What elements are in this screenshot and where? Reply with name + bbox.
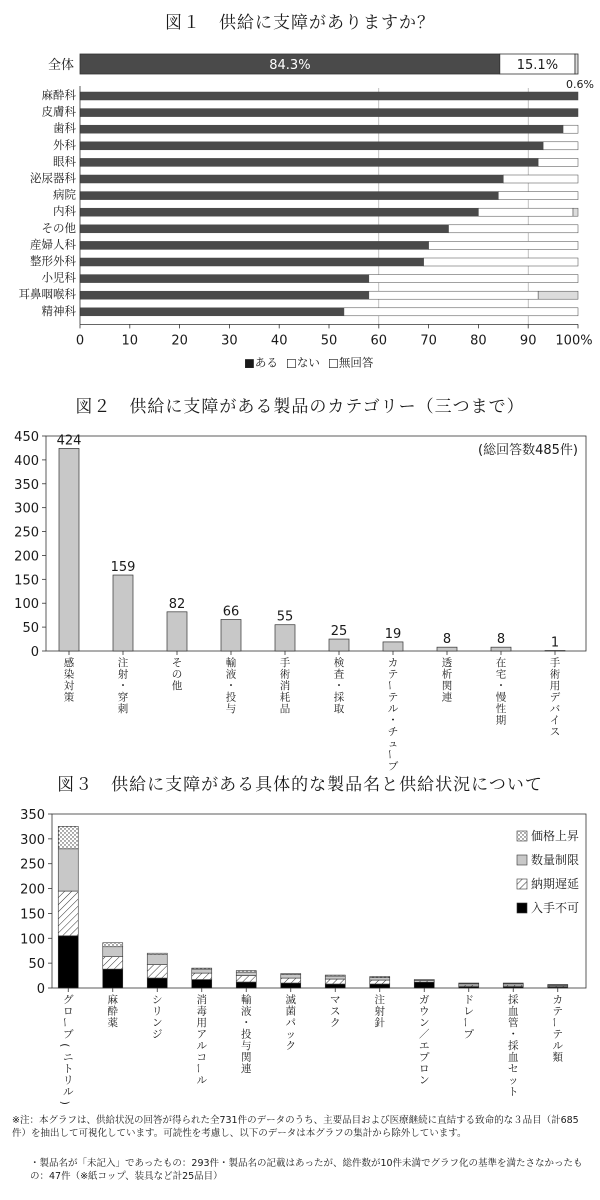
svg-text:ー: ー (383, 749, 396, 760)
category-label: 精神科 (41, 303, 76, 318)
bar (329, 639, 349, 651)
svg-text:シ: シ (152, 993, 163, 1006)
svg-text:用: 用 (196, 1016, 207, 1029)
bar-segment-価格上昇 (236, 971, 256, 972)
svg-text:血: 血 (508, 1051, 519, 1064)
y-tick-label: 200 (14, 549, 39, 565)
svg-text:麻: 麻 (107, 993, 118, 1006)
bar-segment-数量制限 (325, 976, 345, 979)
bar-segment-ある (80, 291, 369, 299)
category-label (375, 994, 386, 1029)
bar-segment-納期遅延 (325, 979, 345, 984)
svg-text:在: 在 (495, 656, 507, 669)
y-tick-label: 300 (20, 832, 45, 848)
svg-text:手: 手 (549, 656, 561, 669)
svg-text:カ: カ (552, 993, 563, 1006)
svg-text:透: 透 (441, 656, 453, 669)
bar-segment-ない (538, 158, 578, 166)
y-tick-label: 400 (14, 453, 39, 469)
bar-segment-数量制限 (414, 980, 434, 981)
svg-text:・: ・ (495, 679, 507, 692)
svg-text:輸: 輸 (241, 993, 252, 1006)
bar-value-label: 25 (330, 624, 348, 640)
category-label: 麻酔科 (41, 88, 76, 102)
category-label (172, 657, 183, 692)
svg-text:コ: コ (196, 1051, 207, 1064)
category-label (383, 657, 398, 773)
svg-text:ー: ー (192, 1063, 205, 1074)
bar-segment-ない (424, 258, 578, 266)
svg-text:・: ・ (387, 714, 399, 727)
total-responses-note: (総回答数485件) (478, 443, 578, 458)
bar-segment-ない (478, 208, 573, 216)
category-label (442, 657, 453, 704)
x-tick-label: 0 (75, 333, 85, 349)
bar (491, 647, 511, 651)
svg-text:連: 連 (241, 1062, 252, 1075)
svg-text:関: 関 (441, 679, 453, 692)
bar-segment-入手不可 (325, 984, 345, 988)
svg-text:・: ・ (508, 1028, 519, 1041)
figure3-title: 図３ 供給に支障がある具体的な製品名と供給状況について (57, 775, 543, 795)
bar-segment-数量制限 (281, 975, 301, 978)
svg-text:テ: テ (552, 1005, 563, 1018)
svg-text:策: 策 (63, 691, 75, 704)
total-value-no: 15.1% (516, 58, 559, 73)
svg-text:レ: レ (463, 1005, 474, 1018)
svg-text:滅: 滅 (285, 993, 296, 1006)
svg-text:感: 感 (63, 656, 75, 669)
bar-segment-ない (369, 291, 538, 299)
svg-text:消: 消 (279, 679, 291, 692)
svg-text:グ: グ (63, 993, 74, 1006)
svg-text:そ: そ (171, 656, 183, 669)
svg-text:セ: セ (508, 1062, 519, 1075)
y-tick-label: 350 (20, 808, 45, 823)
bar-segment-納期遅延 (192, 973, 212, 979)
category-label (280, 657, 291, 715)
bar-segment-納期遅延 (236, 976, 256, 982)
plot-frame (52, 814, 586, 988)
svg-text:採: 採 (508, 993, 519, 1006)
figure2-title: 図２ 供給に支障がある製品のカテゴリー（三つまで） (75, 397, 525, 417)
bar-segment-数量制限 (236, 972, 256, 975)
legend-label: 入手不可 (531, 901, 580, 915)
svg-text:ー: ー (459, 1017, 472, 1028)
svg-text:リ: リ (152, 1005, 163, 1018)
svg-text:投: 投 (225, 691, 237, 704)
svg-text:(: ( (58, 1043, 71, 1048)
total-value-noanswer: 0.6% (566, 78, 594, 91)
svg-text:ル: ル (387, 702, 399, 715)
svg-text:採: 採 (508, 1039, 519, 1052)
bar-segment-納期遅延 (103, 957, 123, 969)
x-tick-label: 70 (420, 333, 437, 349)
svg-text:ン: ン (419, 1016, 430, 1029)
bar-segment-数量制限 (370, 978, 390, 980)
svg-text:ル: ル (552, 1039, 563, 1052)
svg-text:投: 投 (241, 1028, 252, 1041)
y-tick-label: 150 (20, 907, 45, 923)
bar-segment-ある (80, 142, 543, 150)
svg-text:毒: 毒 (196, 1005, 207, 1018)
category-label (459, 994, 474, 1041)
bar-value-label: 19 (384, 626, 402, 642)
svg-text:ド: ド (463, 993, 474, 1006)
category-label: 整形外科 (30, 254, 76, 268)
category-label: 泌尿器科 (30, 171, 76, 185)
x-tick-label: 60 (370, 333, 388, 349)
x-tick-label: 90 (519, 333, 537, 349)
svg-text:ロ: ロ (419, 1062, 430, 1075)
x-tick-label: 10 (121, 333, 139, 349)
figure2-chart (0, 420, 600, 773)
category-label (226, 656, 237, 715)
svg-text:針: 針 (374, 1016, 385, 1029)
svg-text:ッ: ッ (508, 1074, 519, 1087)
bar-segment-価格上昇 (147, 953, 167, 954)
bar-segment-入手不可 (370, 984, 390, 988)
footnote-main: ※注：本グラフは、供給状況の回答が得られた全731件のデータのうち、主要品目および医療継続に直結する致命的な３品目（計685件）を抽出して可視化しています。可読性を考慮し、以下のデータは本グラフの集計から除外しています。 (12, 1115, 579, 1139)
category-label (152, 994, 163, 1041)
bar-segment-ある (80, 275, 369, 283)
category-label (241, 993, 252, 1075)
y-tick-label: 150 (14, 573, 39, 589)
category-label: 耳鼻咽喉科 (18, 287, 76, 302)
bar-value-label: 82 (168, 596, 186, 612)
category-label (508, 993, 519, 1098)
category-label: 小児科 (41, 270, 76, 285)
svg-text:取: 取 (333, 702, 345, 715)
svg-text:の: の (171, 668, 183, 681)
bar-segment-ある (80, 109, 578, 117)
svg-text:射: 射 (117, 668, 129, 681)
svg-text:ン: ン (419, 1074, 430, 1087)
bar-segment-数量制限 (192, 969, 212, 973)
bar-segment-ある (80, 175, 503, 183)
bar-value-label: 1 (550, 635, 560, 651)
svg-text:パ: パ (285, 1016, 296, 1029)
svg-text:与: 与 (241, 1039, 252, 1052)
y-tick-label: 50 (28, 957, 45, 973)
legend-swatch (517, 831, 527, 841)
svg-text:他: 他 (171, 679, 183, 692)
bar-segment-数量制限 (58, 849, 78, 891)
svg-text:ー: ー (58, 1017, 71, 1028)
svg-text:検: 検 (333, 656, 345, 669)
category-label (108, 994, 119, 1029)
bar-segment-ない (503, 175, 578, 183)
bar (437, 647, 457, 651)
category-label (334, 656, 345, 715)
category-label: 外科 (53, 137, 76, 152)
legend (244, 355, 374, 369)
category-label: その他 (41, 220, 76, 235)
category-label (419, 994, 430, 1087)
svg-text:ガ: ガ (419, 993, 430, 1006)
total-label: 全体 (47, 58, 74, 73)
category-label (59, 994, 74, 1105)
svg-text:薬: 薬 (107, 1016, 118, 1029)
svg-text:ュ: ュ (387, 737, 399, 750)
bar-segment-価格上昇 (192, 968, 212, 969)
bar-segment-ない (498, 192, 578, 200)
bar-segment-納期遅延 (58, 891, 78, 936)
bar-value-label: 424 (56, 433, 82, 449)
svg-text:ク: ク (285, 1039, 296, 1052)
svg-text:耗: 耗 (279, 691, 291, 704)
category-label (192, 993, 207, 1087)
svg-text:テ: テ (387, 668, 399, 681)
svg-text:・: ・ (333, 679, 345, 692)
svg-text:ウ: ウ (419, 1005, 430, 1018)
y-tick-label: 100 (14, 597, 39, 613)
bar-segment-価格上昇 (103, 943, 123, 947)
bar-segment-入手不可 (192, 980, 212, 988)
svg-text:染: 染 (63, 668, 75, 681)
category-label: 内科 (53, 204, 76, 219)
y-tick-label: 100 (20, 932, 45, 948)
legend-swatch (517, 855, 527, 865)
y-tick-label: 250 (14, 525, 39, 541)
svg-text:ー: ー (548, 1017, 561, 1028)
svg-text:): ) (58, 1100, 71, 1105)
svg-text:宅: 宅 (495, 668, 507, 681)
svg-text:ジ: ジ (152, 1028, 163, 1041)
bar-segment-ある (80, 308, 344, 316)
svg-text:ル: ル (196, 1039, 207, 1052)
svg-text:チ: チ (387, 725, 399, 738)
bar-segment-価格上昇 (370, 977, 390, 978)
svg-text:ト: ト (508, 1085, 519, 1098)
bar-segment-ない (369, 275, 578, 283)
svg-text:関: 関 (241, 1051, 252, 1064)
svg-text:・: ・ (241, 1016, 252, 1029)
category-label: 皮膚科 (41, 104, 76, 119)
svg-text:ニ: ニ (63, 1051, 74, 1064)
figure3-chart (0, 800, 600, 1110)
category-label: 病院 (53, 187, 76, 202)
svg-text:ブ: ブ (63, 1028, 74, 1041)
bar (59, 448, 79, 651)
svg-text:刺: 刺 (117, 702, 129, 715)
bar-segment-ある (80, 92, 578, 100)
svg-text:菌: 菌 (285, 1005, 296, 1018)
legend (517, 828, 579, 915)
bar-value-label: 55 (276, 609, 294, 625)
svg-text:穿: 穿 (117, 691, 129, 704)
y-tick-label: 200 (20, 882, 45, 898)
bar-segment-ない (449, 225, 578, 233)
svg-text:エ: エ (419, 1039, 430, 1052)
svg-text:術: 術 (549, 668, 561, 681)
legend-item: □ない (286, 355, 320, 370)
bar-segment-価格上昇 (58, 826, 78, 848)
svg-text:慢: 慢 (495, 691, 507, 704)
bar-segment-ある (80, 158, 538, 166)
bar-value-label: 66 (222, 604, 240, 620)
x-tick-label: 20 (171, 333, 188, 349)
x-tick-label: 40 (270, 333, 288, 349)
svg-text:／: ／ (419, 1028, 430, 1041)
svg-text:ル: ル (63, 1085, 74, 1098)
svg-text:性: 性 (495, 702, 507, 715)
category-label (64, 656, 75, 704)
footnote-exclusions: ・製品名が「未記入」であったもの：293件・製品名の記載はあったが、総件数が10件未満でグラフ化の基準を満たさなかったもの：47件（※紙コップ、装具など計25品目） (30, 1158, 583, 1182)
svg-text:析: 析 (441, 668, 453, 681)
total-value-yes: 84.3% (269, 58, 311, 73)
category-label (496, 656, 507, 727)
svg-text:テ: テ (387, 691, 399, 704)
total-segment-2 (575, 54, 578, 74)
bar-segment-ある (80, 208, 478, 216)
svg-text:ロ: ロ (63, 1005, 74, 1018)
bar-segment-無回答 (573, 208, 578, 216)
svg-text:液: 液 (225, 668, 237, 681)
svg-text:・: ・ (225, 679, 237, 692)
x-tick-label: 80 (470, 333, 487, 349)
svg-text:酔: 酔 (107, 1005, 118, 1018)
bar-segment-入手不可 (414, 982, 434, 988)
legend-label: 納期遅延 (531, 877, 580, 891)
svg-text:射: 射 (374, 1005, 385, 1018)
bar-segment-入手不可 (147, 978, 167, 988)
bar-segment-ない (344, 308, 578, 316)
bar-segment-数量制限 (147, 955, 167, 965)
svg-text:注: 注 (374, 993, 385, 1006)
x-tick-label: 100% (555, 333, 593, 349)
svg-text:バ: バ (549, 702, 561, 715)
figure1-chart (0, 40, 600, 370)
svg-text:術: 術 (279, 668, 291, 681)
bar-segment-数量制限 (103, 947, 123, 957)
svg-text:リ: リ (63, 1074, 74, 1087)
bar-segment-価格上昇 (281, 974, 301, 975)
legend-item: ■ある (244, 355, 278, 370)
bar-segment-無回答 (538, 291, 578, 299)
svg-text:注: 注 (117, 656, 129, 669)
y-tick-label: 450 (14, 430, 39, 445)
legend-label: 数量制限 (531, 853, 580, 867)
bar-segment-ある (80, 125, 563, 133)
bar-value-label: 8 (442, 632, 452, 648)
bar-segment-入手不可 (281, 983, 301, 988)
svg-text:テ: テ (552, 1028, 563, 1041)
svg-text:消: 消 (196, 993, 207, 1006)
bar-segment-ある (80, 192, 498, 200)
svg-text:ス: ス (330, 1005, 341, 1018)
bar-segment-ある (80, 241, 429, 249)
bar-segment-入手不可 (58, 936, 78, 988)
svg-text:デ: デ (549, 691, 561, 704)
bar-segment-納期遅延 (147, 965, 167, 978)
bar-segment-入手不可 (236, 982, 256, 988)
bar-value-label: 8 (496, 632, 506, 648)
svg-text:管: 管 (508, 1016, 519, 1029)
svg-text:対: 対 (63, 679, 75, 692)
category-label: 歯科 (53, 121, 76, 136)
x-tick-label: 50 (320, 333, 338, 349)
svg-text:連: 連 (441, 691, 453, 704)
y-tick-label: 300 (14, 501, 39, 517)
category-label (118, 657, 129, 715)
bar-segment-ある (80, 225, 449, 233)
bar (221, 619, 241, 651)
svg-text:類: 類 (552, 1051, 563, 1064)
svg-text:与: 与 (225, 702, 237, 715)
svg-text:ク: ク (330, 1016, 341, 1029)
bar-segment-入手不可 (103, 969, 123, 988)
svg-text:カ: カ (387, 656, 399, 669)
bar-segment-ない (563, 125, 578, 133)
svg-text:ー: ー (383, 680, 396, 691)
svg-text:液: 液 (241, 1005, 252, 1018)
bar (383, 642, 403, 651)
svg-text:採: 採 (333, 691, 345, 704)
legend-swatch (517, 879, 527, 889)
svg-text:イ: イ (549, 714, 561, 727)
svg-text:血: 血 (508, 1005, 519, 1018)
y-tick-label: 350 (14, 477, 39, 493)
category-label (286, 993, 297, 1052)
legend-swatch (517, 903, 527, 913)
legend-label: 価格上昇 (531, 829, 580, 843)
svg-text:ブ: ブ (387, 760, 399, 773)
svg-text:ル: ル (196, 1074, 207, 1087)
y-tick-label: 0 (36, 982, 45, 997)
bar-value-label: 159 (110, 560, 136, 576)
bar (275, 625, 295, 651)
svg-text:ト: ト (63, 1062, 74, 1075)
svg-text:プ: プ (463, 1028, 474, 1041)
svg-text:輸: 輸 (225, 656, 237, 669)
bar (167, 612, 187, 651)
bar-segment-ない (429, 241, 578, 249)
legend-item: □無回答 (328, 355, 374, 370)
bar-segment-納期遅延 (281, 978, 301, 983)
bar-segment-価格上昇 (325, 975, 345, 976)
bar-segment-ある (80, 258, 424, 266)
svg-text:品: 品 (279, 702, 291, 715)
svg-text:ア: ア (196, 1028, 207, 1041)
y-tick-label: 0 (30, 645, 39, 660)
svg-text:ン: ン (152, 1016, 163, 1029)
x-tick-label: 30 (221, 333, 238, 349)
y-tick-label: 50 (22, 621, 39, 637)
category-label: 産婦人科 (30, 237, 76, 252)
category-label: 眼科 (53, 154, 76, 169)
svg-text:用: 用 (549, 679, 561, 692)
bar (113, 575, 133, 651)
svg-text:査: 査 (333, 668, 345, 681)
svg-text:プ: プ (419, 1051, 430, 1064)
y-tick-label: 250 (20, 857, 45, 873)
svg-text:ッ: ッ (285, 1028, 296, 1041)
bar-segment-ない (543, 142, 578, 150)
category-label (548, 994, 563, 1064)
category-label (330, 994, 341, 1029)
bar-segment-納期遅延 (370, 980, 390, 984)
svg-text:・: ・ (117, 679, 129, 692)
svg-text:手: 手 (279, 656, 291, 669)
category-label (550, 657, 561, 738)
svg-text:ス: ス (549, 725, 561, 738)
figure1-title: 図１ 供給に支障がありますか？ (165, 13, 435, 33)
svg-text:マ: マ (330, 993, 341, 1006)
svg-text:期: 期 (495, 714, 507, 727)
